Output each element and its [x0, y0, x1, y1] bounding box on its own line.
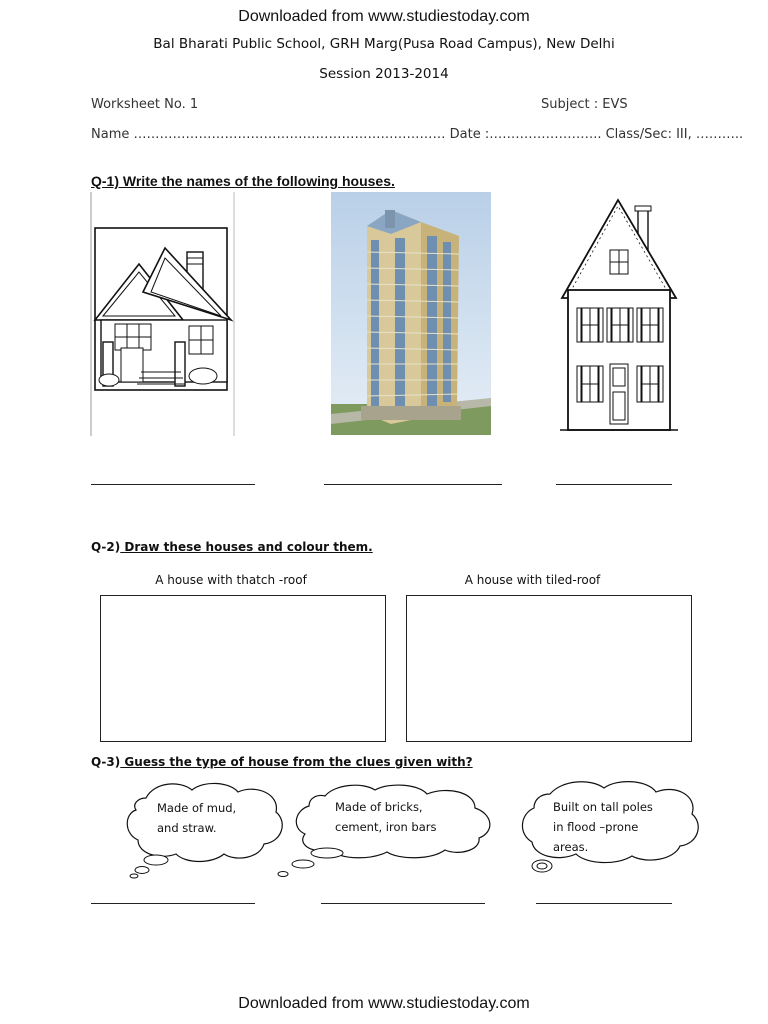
- q3-heading: [91, 755, 473, 769]
- q3-answer-blank-3[interactable]: [536, 903, 672, 904]
- name-date-class-line: Name ……………………………………………………………… Date :…………………….. Class/Sec: III, ………..: [91, 127, 744, 142]
- q1-answer-blank-3[interactable]: [556, 484, 672, 485]
- worksheet-number: Worksheet No. 1: [91, 97, 199, 112]
- q3-title: Guess the type of house from the clues given with?: [120, 755, 473, 769]
- session: Session 2013-2014: [319, 66, 449, 82]
- thatch-roof-drawing-box[interactable]: [100, 595, 386, 742]
- q2-number: Q-2): [91, 540, 121, 554]
- thatch-roof-caption: A house with thatch -roof: [155, 573, 307, 587]
- top-banner: Downloaded from www.studiestoday.com: [238, 8, 530, 25]
- clue-3-line-3: areas.: [553, 840, 589, 854]
- clue-2-line-1: Made of bricks,: [335, 800, 423, 814]
- bottom-banner: Downloaded from www.studiestoday.com: [238, 995, 530, 1012]
- q3-number: Q-3): [91, 755, 121, 769]
- q2-heading: [91, 540, 373, 554]
- apartment-building-image: [331, 192, 491, 435]
- q3-answer-blank-1[interactable]: [91, 903, 255, 904]
- bungalow-image: [91, 192, 236, 436]
- q2-title: Draw these houses and colour them.: [120, 540, 373, 554]
- tiled-roof-caption: A house with tiled-roof: [464, 573, 601, 587]
- clue-1-line-1: Made of mud,: [157, 801, 237, 815]
- school-name: Bal Bharati Public School, GRH Marg(Pusa Road Campus), New Delhi: [153, 36, 615, 52]
- clue-3-line-1: Built on tall poles: [553, 800, 653, 814]
- clue-1-line-2: and straw.: [157, 821, 217, 835]
- q1-answer-blank-2[interactable]: [324, 484, 502, 485]
- tall-house-image: [560, 198, 678, 434]
- subject: Subject : EVS: [541, 97, 628, 112]
- clue-3-line-2: in flood –prone: [553, 820, 639, 834]
- q1-heading: Q-1) Write the names of the following houses.: [91, 173, 395, 189]
- clue-2-line-2: cement, iron bars: [335, 820, 437, 834]
- q1-answer-blank-1[interactable]: [91, 484, 255, 485]
- tiled-roof-drawing-box[interactable]: [406, 595, 692, 742]
- q3-answer-blank-2[interactable]: [321, 903, 485, 904]
